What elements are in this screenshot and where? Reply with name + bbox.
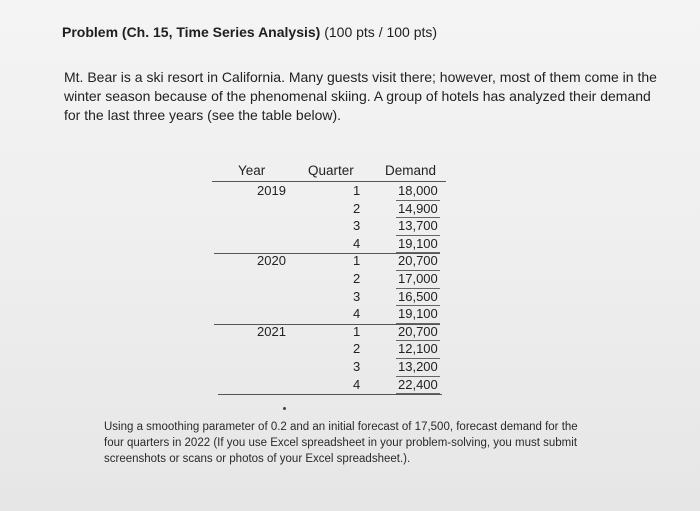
table-cell-demand: 17,000: [398, 271, 438, 286]
table-cell-quarter: 3: [353, 359, 361, 374]
header-quarter: Quarter: [308, 163, 354, 178]
table-cell-year: 2019: [257, 183, 286, 198]
problem-title-bold: Problem (Ch. 15, Time Series Analysis): [62, 24, 321, 40]
table-cell-demand: 13,700: [398, 218, 438, 234]
instructions: [104, 419, 624, 467]
table-cell-quarter: 3: [353, 288, 361, 304]
header-year: Year: [238, 163, 266, 178]
description-line: winter season because of the phenomenal skiing. A group of hotels has analyzed their demand: [64, 88, 651, 104]
table-cell-quarter: 4: [353, 376, 361, 392]
problem-description: [64, 68, 657, 125]
description-line: Mt. Bear is a ski resort in California. Many guests visit there; however, most of them come in the: [64, 69, 657, 85]
table-cell-quarter: 2: [353, 271, 361, 286]
table-cell-quarter: 2: [353, 200, 361, 216]
table-cell-quarter: 1: [353, 253, 361, 269]
problem-title: [62, 24, 437, 40]
table-cell-demand: 19,100: [398, 235, 438, 251]
instructions-line: screenshots or scans or photos of your Excel spreadsheet.).: [104, 453, 411, 465]
table-cell-demand: 12,100: [398, 341, 438, 357]
header-demand: Demand: [385, 163, 437, 178]
table-cell-demand: 20,700: [398, 323, 438, 339]
table-cell-quarter: 1: [353, 183, 361, 198]
table-cell-demand: 16,500: [398, 288, 438, 304]
table-cell-demand: 14,900: [398, 200, 438, 216]
header-rule: [212, 181, 446, 182]
table-cell-demand: 18,000: [398, 183, 438, 198]
instructions-line: four quarters in 2022 (If you use Excel spreadsheet in your problem-solving, you must submit: [104, 437, 578, 449]
table-cell-quarter: 1: [353, 323, 361, 339]
table-cell-quarter: 4: [353, 235, 361, 251]
description-line: for the last three years (see the table below).: [64, 107, 342, 123]
table-cell-year: 2020: [257, 253, 286, 269]
table-cell-demand: 13,200: [398, 359, 438, 374]
table-cell-quarter: 3: [353, 218, 361, 234]
table-cell-demand: 19,100: [398, 306, 438, 322]
table-cell-quarter: 2: [353, 341, 361, 357]
problem-points: (100 pts / 100 pts): [320, 24, 438, 40]
instructions-line: Using a smoothing parameter of 0.2 and an initial forecast of 17,500, forecast demand for the: [104, 421, 578, 433]
year-group-rule: [218, 394, 442, 395]
bullet-dot: [283, 407, 286, 410]
table-cell-demand: 20,700: [398, 253, 438, 269]
table-cell-demand: 22,400: [398, 376, 438, 392]
table-cell-quarter: 4: [353, 306, 361, 322]
table-cell-year: 2021: [257, 323, 286, 339]
